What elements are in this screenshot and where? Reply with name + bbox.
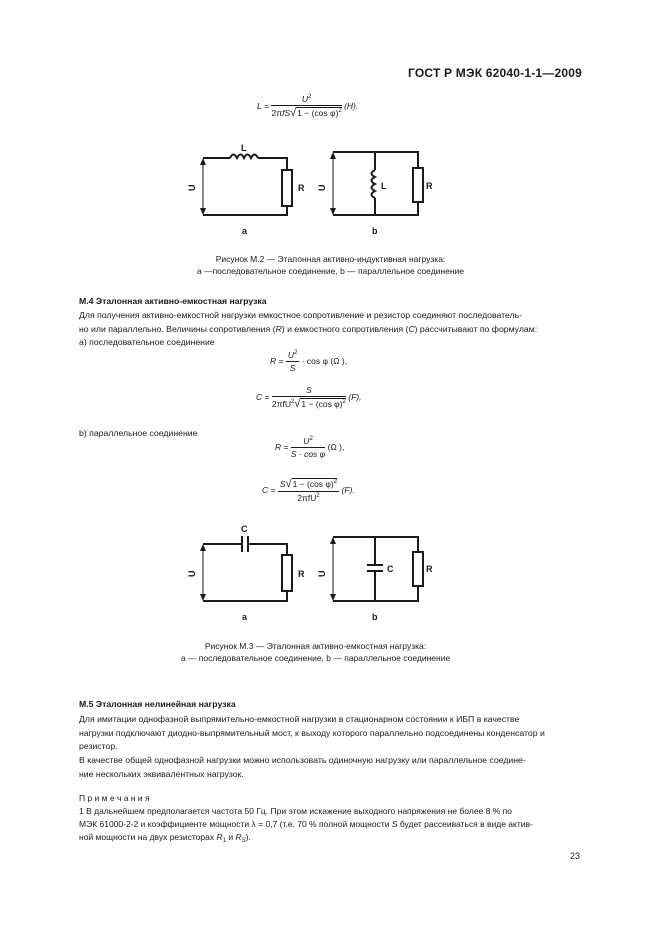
circuit-m3-b-capacitor-label: C	[387, 564, 394, 574]
circuit-m3-b	[333, 537, 423, 601]
formula-c-parallel: C = $\frac{S√1 - (\cos \varphi)^2}{2\pi fU^2}$ (F).	[262, 478, 355, 503]
formula-r-series: R = $\frac{U^2}{S}$ · cos φ (Ω ),	[270, 350, 348, 373]
formula-inductance: L = $\frac{U^2}{2\pi fS√1 - (\cos \varphi)^2}$ (H).	[257, 94, 359, 119]
circuit-m2-b	[333, 152, 423, 215]
arrow-up-icon	[330, 537, 336, 544]
document-code: ГОСТ Р МЭК 62040-1-1—2009	[408, 66, 582, 80]
figure-m2-circuits	[180, 140, 450, 240]
circuit-m3-b-source-label: U	[317, 570, 327, 577]
circuit-m3-a-capacitor-label: C	[241, 524, 248, 534]
circuit-m2-a-label: a	[242, 226, 248, 236]
arrow-up-icon	[330, 152, 336, 159]
circuit-m2-a	[203, 155, 292, 216]
circuit-m2-a-source-label: U	[187, 184, 197, 191]
arrow-up-icon	[200, 544, 206, 551]
figure-m3-circuits	[180, 520, 450, 625]
formula-r-parallel: R = $\frac{U^2}{\text{S · cos φ}}$ (Ω ),	[275, 436, 345, 459]
circuit-m2-a-inductor-label: L	[241, 143, 247, 153]
notes-heading: П р и м е ч а н и я	[79, 793, 150, 803]
circuit-m3-a-label: a	[242, 612, 248, 622]
section-m4-title: М.4 Эталонная активно-емкостная нагрузка	[79, 296, 267, 306]
circuit-m3-a-source-label: U	[187, 570, 197, 577]
page-number: 23	[570, 851, 581, 861]
circuit-m2-b-inductor-label: L	[381, 181, 387, 191]
circuit-m2-a-resistor-label: R	[298, 183, 305, 193]
section-m5-paragraph-1: Для имитации однофазной выпрямительно-емкостной нагрузки в стационарном состоянии к ИБП в качестве нагрузки подключают диодно-выпрямительный мост, к выходу которого параллельно подсоединены конденсатор и резистор.	[79, 714, 545, 751]
arrow-down-icon	[200, 208, 206, 215]
figure-m2-caption: Рисунок М.2 — Эталонная активно-индуктивная нагрузка: a —последовательное соединение, b — параллельное соединение	[196, 254, 464, 276]
circuit-m3-a	[203, 536, 292, 601]
circuit-m3-a-resistor-label: R	[298, 569, 305, 579]
section-m4-paragraph: Для получения активно-емкостной нагрузки емкостное сопротивление и резистор соединяют последователь- но или параллельно. Величины сопротивления (R) и емкостного сопротивления (C) рассчитывают по формулам: a) последовательное соединение	[79, 310, 538, 347]
figure-m3-caption: Рисунок М.3 — Эталонная активно-емкостная нагрузка: a — последовательное соединение, b — параллельное соединение	[180, 641, 451, 663]
circuit-m2-b-label: b	[372, 226, 378, 236]
circuit-m2-b-resistor-label: R	[426, 181, 433, 191]
formula-c-series: C = $\frac{S}{2\pi fU^2√1 - (\cos \varphi)^2}$ (F),	[256, 385, 362, 410]
arrow-down-icon	[200, 594, 206, 601]
section-m4-item-b: b) параллельное соединение	[79, 428, 198, 438]
circuit-m2-b-source-label: U	[317, 184, 327, 191]
section-m5-title: М.5 Эталонная нелинейная нагрузка	[79, 699, 236, 709]
arrow-down-icon	[330, 594, 336, 601]
arrow-up-icon	[200, 158, 206, 165]
circuit-m3-b-resistor-label: R	[426, 564, 433, 574]
arrow-down-icon	[330, 208, 336, 215]
section-m5-paragraph-2: В качестве общей однофазной нагрузки можно использовать одиночную нагрузку или параллельное соедине- ние нескольких эквивалентных нагрузок.	[79, 755, 526, 779]
circuit-m3-b-label: b	[372, 612, 378, 622]
note-1: 1 В дальнейшем предполагается частота 50 Гц. При этом искажение выходного напряжения не более 8 % по МЭК 61000-2-2 и коэффициенте мощности λ = 0,7 (т.е. 70 % полной мощности S будет рассеиваться в виде актив- ной мощности на двух резисторах $R_1$ и $R_S$).	[79, 806, 533, 844]
